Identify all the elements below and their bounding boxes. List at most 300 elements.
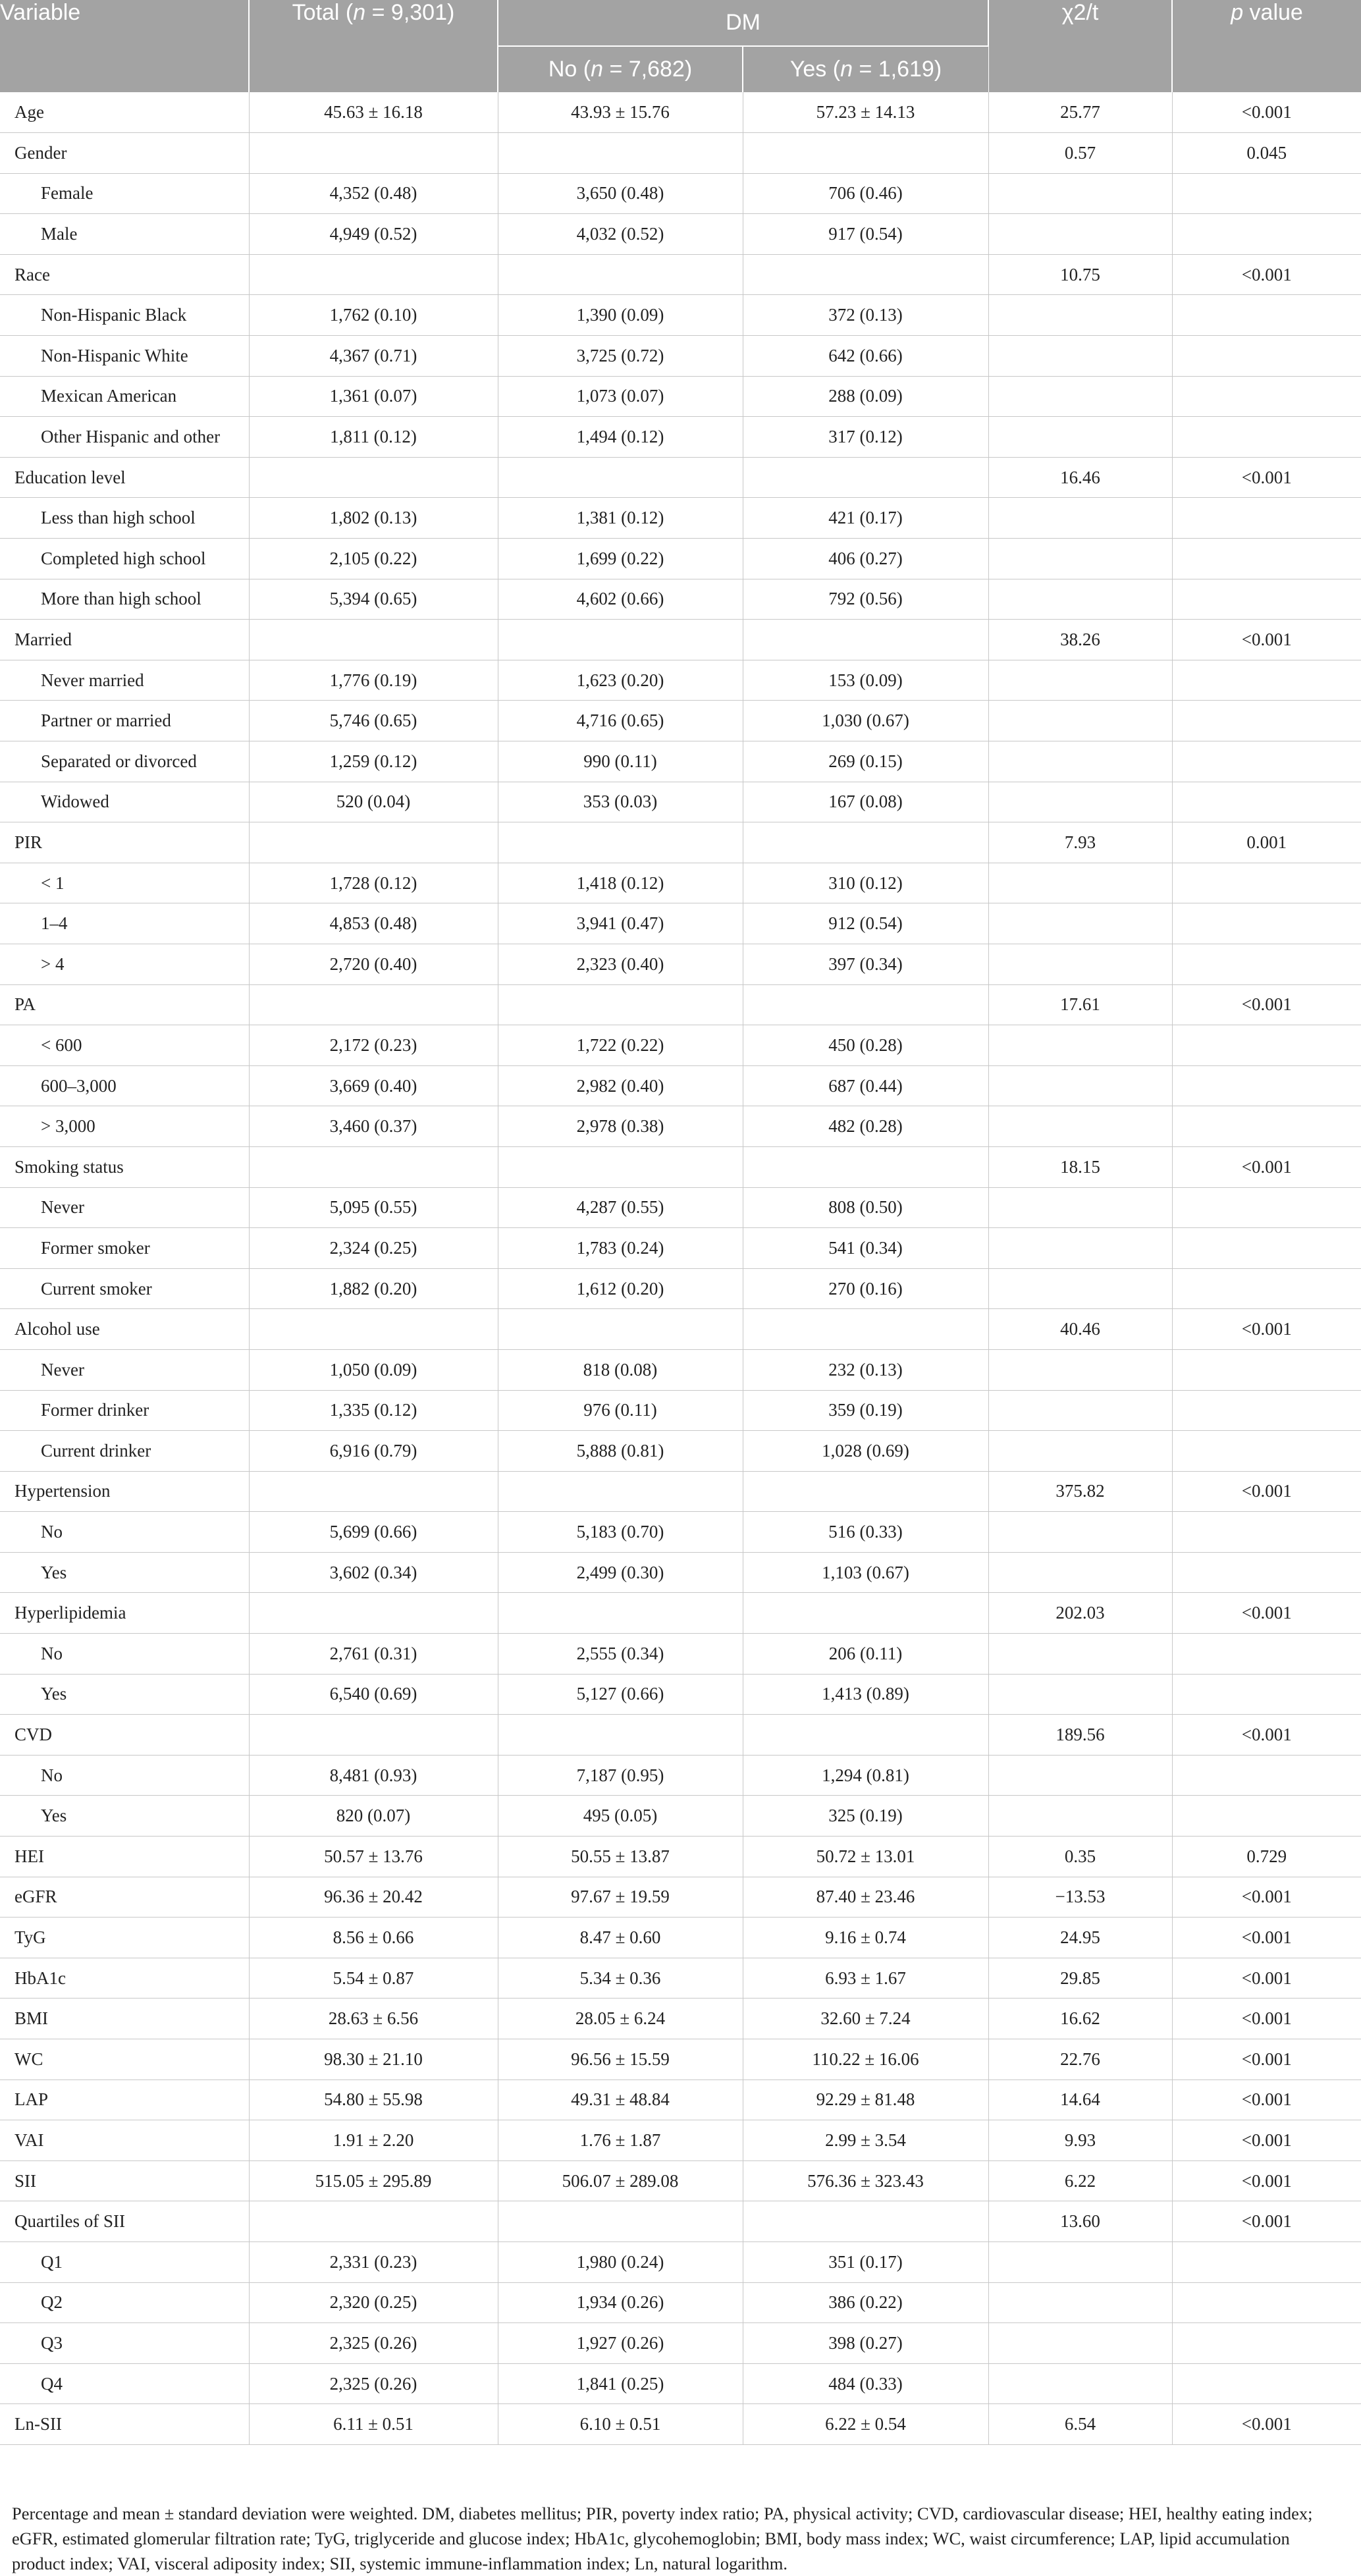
cell-p-value <box>1172 539 1361 579</box>
cell-statistic <box>988 1552 1172 1593</box>
cell-statistic <box>988 2241 1172 2282</box>
cell-dm-no: 990 (0.11) <box>498 741 743 782</box>
table-row <box>0 944 1361 984</box>
cell-statistic: 24.95 <box>988 1918 1172 1958</box>
cell-statistic <box>988 1106 1172 1147</box>
cell-statistic <box>988 1268 1172 1309</box>
table-header <box>0 0 1361 92</box>
header-dm-yes: Yes (n = 1,619) <box>743 46 988 92</box>
cell-total: 515.05 ± 295.89 <box>249 2160 498 2201</box>
table-row <box>0 498 1361 539</box>
cell-variable: LAP <box>0 2080 249 2120</box>
cell-total: 4,853 (0.48) <box>249 903 498 944</box>
cell-p-value <box>1172 1390 1361 1431</box>
header-total: Total (n = 9,301) <box>249 0 498 92</box>
table-row <box>0 2404 1361 2445</box>
cell-statistic: 18.15 <box>988 1146 1172 1187</box>
cell-dm-no: 1,073 (0.07) <box>498 376 743 417</box>
cell-statistic: 14.64 <box>988 2080 1172 2120</box>
cell-dm-yes: 917 (0.54) <box>743 214 988 255</box>
cell-dm-yes: 912 (0.54) <box>743 903 988 944</box>
cell-variable: CVD <box>0 1715 249 1756</box>
cell-p-value: <0.001 <box>1172 1958 1361 1999</box>
cell-dm-yes: 642 (0.66) <box>743 336 988 377</box>
cell-dm-no: 1,612 (0.20) <box>498 1268 743 1309</box>
cell-p-value <box>1172 944 1361 984</box>
cell-dm-no: 96.56 ± 15.59 <box>498 2039 743 2080</box>
cell-dm-yes: 484 (0.33) <box>743 2363 988 2404</box>
cell-dm-no: 28.05 ± 6.24 <box>498 1999 743 2039</box>
table-row <box>0 173 1361 214</box>
cell-statistic <box>988 417 1172 458</box>
table-row <box>0 1918 1361 1958</box>
cell-dm-no: 4,032 (0.52) <box>498 214 743 255</box>
cell-total <box>249 254 498 295</box>
cell-dm-yes <box>743 254 988 295</box>
cell-statistic: 22.76 <box>988 2039 1172 2080</box>
cell-dm-no: 1,722 (0.22) <box>498 1025 743 1066</box>
cell-dm-yes: 706 (0.46) <box>743 173 988 214</box>
table-row <box>0 660 1361 701</box>
cell-p-value: <0.001 <box>1172 2039 1361 2080</box>
table-row <box>0 2282 1361 2323</box>
table-row <box>0 1390 1361 1431</box>
header-dm: DM <box>498 0 988 46</box>
table-row <box>0 984 1361 1025</box>
header-statistic: χ2/t <box>988 0 1172 92</box>
cell-p-value: <0.001 <box>1172 2201 1361 2242</box>
cell-p-value <box>1172 1674 1361 1715</box>
cell-dm-yes: 110.22 ± 16.06 <box>743 2039 988 2080</box>
cell-dm-yes: 516 (0.33) <box>743 1512 988 1553</box>
cell-total: 50.57 ± 13.76 <box>249 1837 498 1877</box>
cell-dm-no: 2,982 (0.40) <box>498 1065 743 1106</box>
cell-total: 4,949 (0.52) <box>249 214 498 255</box>
cell-total: 2,105 (0.22) <box>249 539 498 579</box>
cell-dm-no <box>498 1309 743 1350</box>
cell-dm-no: 50.55 ± 13.87 <box>498 1837 743 1877</box>
cell-variable: Race <box>0 254 249 295</box>
table-row <box>0 457 1361 498</box>
cell-p-value: <0.001 <box>1172 1918 1361 1958</box>
cell-variable: Female <box>0 173 249 214</box>
cell-total: 2,331 (0.23) <box>249 2241 498 2282</box>
cell-variable: < 600 <box>0 1025 249 1066</box>
cell-dm-no: 818 (0.08) <box>498 1349 743 1390</box>
cell-variable: Non-Hispanic White <box>0 336 249 377</box>
cell-dm-yes: 1,103 (0.67) <box>743 1552 988 1593</box>
cell-dm-no: 1,841 (0.25) <box>498 2363 743 2404</box>
cell-variable: Married <box>0 620 249 660</box>
cell-total: 5,095 (0.55) <box>249 1187 498 1228</box>
table-row <box>0 214 1361 255</box>
cell-variable: Current drinker <box>0 1431 249 1472</box>
cell-statistic <box>988 701 1172 741</box>
table-row <box>0 336 1361 377</box>
cell-dm-no: 3,941 (0.47) <box>498 903 743 944</box>
table-row <box>0 1552 1361 1593</box>
cell-statistic: 7.93 <box>988 822 1172 863</box>
cell-statistic: −13.53 <box>988 1877 1172 1918</box>
cell-p-value <box>1172 1268 1361 1309</box>
cell-variable: Never married <box>0 660 249 701</box>
table-row <box>0 2323 1361 2364</box>
cell-variable: TyG <box>0 1918 249 1958</box>
cell-dm-no: 7,187 (0.95) <box>498 1755 743 1796</box>
cell-dm-yes <box>743 133 988 174</box>
cell-p-value: <0.001 <box>1172 2404 1361 2445</box>
cell-total: 1,776 (0.19) <box>249 660 498 701</box>
table-row <box>0 295 1361 336</box>
cell-dm-no: 2,323 (0.40) <box>498 944 743 984</box>
cell-statistic: 29.85 <box>988 1958 1172 1999</box>
cell-statistic <box>988 295 1172 336</box>
cell-variable: Ln-SII <box>0 2404 249 2445</box>
cell-statistic <box>988 1390 1172 1431</box>
cell-statistic: 25.77 <box>988 92 1172 133</box>
cell-dm-no: 43.93 ± 15.76 <box>498 92 743 133</box>
cell-p-value <box>1172 417 1361 458</box>
cell-dm-no <box>498 2201 743 2242</box>
cell-dm-yes: 153 (0.09) <box>743 660 988 701</box>
cell-total: 6,916 (0.79) <box>249 1431 498 1472</box>
cell-dm-yes: 6.22 ± 0.54 <box>743 2404 988 2445</box>
cell-dm-yes: 317 (0.12) <box>743 417 988 458</box>
cell-variable: Education level <box>0 457 249 498</box>
table-row <box>0 1755 1361 1796</box>
cell-total: 45.63 ± 16.18 <box>249 92 498 133</box>
cell-statistic: 9.93 <box>988 2120 1172 2161</box>
table-row <box>0 701 1361 741</box>
cell-statistic: 202.03 <box>988 1593 1172 1634</box>
cell-variable: HbA1c <box>0 1958 249 1999</box>
cell-variable: SII <box>0 2160 249 2201</box>
cell-total: 5.54 ± 0.87 <box>249 1958 498 1999</box>
cell-dm-no <box>498 822 743 863</box>
table-row <box>0 1674 1361 1715</box>
cell-statistic <box>988 579 1172 620</box>
cell-statistic: 375.82 <box>988 1471 1172 1512</box>
cell-statistic: 6.54 <box>988 2404 1172 2445</box>
cell-total: 1,335 (0.12) <box>249 1390 498 1431</box>
cell-dm-yes <box>743 984 988 1025</box>
table-row <box>0 2363 1361 2404</box>
cell-total: 5,394 (0.65) <box>249 579 498 620</box>
cell-p-value: <0.001 <box>1172 1593 1361 1634</box>
cell-statistic <box>988 863 1172 903</box>
cell-dm-no: 5.34 ± 0.36 <box>498 1958 743 1999</box>
table-row <box>0 903 1361 944</box>
cell-variable: Alcohol use <box>0 1309 249 1350</box>
cell-variable: Yes <box>0 1674 249 1715</box>
cell-dm-no: 4,602 (0.66) <box>498 579 743 620</box>
cell-dm-yes: 1,028 (0.69) <box>743 1431 988 1472</box>
cell-variable: More than high school <box>0 579 249 620</box>
cell-p-value <box>1172 1025 1361 1066</box>
cell-total: 2,320 (0.25) <box>249 2282 498 2323</box>
table-row <box>0 1715 1361 1756</box>
cell-dm-no <box>498 1146 743 1187</box>
table-row <box>0 1431 1361 1472</box>
cell-variable: Hypertension <box>0 1471 249 1512</box>
cell-statistic <box>988 1755 1172 1796</box>
cell-variable: Male <box>0 214 249 255</box>
cell-statistic <box>988 1512 1172 1553</box>
cell-total <box>249 457 498 498</box>
table-row <box>0 1958 1361 1999</box>
cell-p-value <box>1172 2282 1361 2323</box>
cell-variable: Q2 <box>0 2282 249 2323</box>
cell-total: 6.11 ± 0.51 <box>249 2404 498 2445</box>
table-row <box>0 2241 1361 2282</box>
cell-dm-yes <box>743 1309 988 1350</box>
cell-statistic <box>988 1349 1172 1390</box>
cell-variable: 1–4 <box>0 903 249 944</box>
cell-variable: Non-Hispanic Black <box>0 295 249 336</box>
table-row <box>0 2160 1361 2201</box>
header-dm-no: No (n = 7,682) <box>498 46 743 92</box>
table-footnote: Percentage and mean ± standard deviation were weighted. DM, diabetes mellitus; PIR, poverty index ratio; PA, physical activity; CVD, cardiovascular disease; HEI, healthy eating index; eGFR, estimated glomerular filtration rate; TyG, triglyceride and glucose index; HbA1c, glycohemoglobin; BMI, body mass index; WC, waist circumference; LAP, lipid accumulation product index; VAI, visceral adiposity index; SII, systemic immune-inflammation index; Ln, natural logarithm. <box>12 2504 1313 2573</box>
cell-p-value <box>1172 1552 1361 1593</box>
cell-dm-no <box>498 457 743 498</box>
cell-total <box>249 620 498 660</box>
cell-statistic <box>988 944 1172 984</box>
cell-dm-no: 5,183 (0.70) <box>498 1512 743 1553</box>
cell-statistic: 6.22 <box>988 2160 1172 2201</box>
table-row <box>0 1512 1361 1553</box>
table-row <box>0 1634 1361 1675</box>
cell-dm-yes: 792 (0.56) <box>743 579 988 620</box>
cell-p-value: <0.001 <box>1172 1715 1361 1756</box>
cell-dm-no <box>498 133 743 174</box>
cell-dm-no: 353 (0.03) <box>498 782 743 822</box>
cell-total: 520 (0.04) <box>249 782 498 822</box>
cell-dm-no: 8.47 ± 0.60 <box>498 1918 743 1958</box>
cell-p-value <box>1172 741 1361 782</box>
cell-p-value <box>1172 863 1361 903</box>
cell-variable: Yes <box>0 1796 249 1837</box>
cell-dm-yes: 359 (0.19) <box>743 1390 988 1431</box>
cell-dm-yes: 450 (0.28) <box>743 1025 988 1066</box>
cell-p-value <box>1172 579 1361 620</box>
cell-total <box>249 1593 498 1634</box>
cell-p-value: <0.001 <box>1172 2080 1361 2120</box>
cell-variable: PA <box>0 984 249 1025</box>
cell-total: 8.56 ± 0.66 <box>249 1918 498 1958</box>
cell-p-value <box>1172 295 1361 336</box>
cell-statistic <box>988 2323 1172 2364</box>
cell-total: 2,720 (0.40) <box>249 944 498 984</box>
cell-p-value: <0.001 <box>1172 457 1361 498</box>
cell-dm-yes: 1,294 (0.81) <box>743 1755 988 1796</box>
cell-total: 1,811 (0.12) <box>249 417 498 458</box>
cell-dm-yes: 270 (0.16) <box>743 1268 988 1309</box>
cell-variable: No <box>0 1512 249 1553</box>
cell-dm-yes <box>743 1593 988 1634</box>
cell-total: 1,050 (0.09) <box>249 1349 498 1390</box>
table-row <box>0 376 1361 417</box>
table-row <box>0 1349 1361 1390</box>
cell-dm-yes <box>743 620 988 660</box>
table-row <box>0 1471 1361 1512</box>
cell-dm-no <box>498 620 743 660</box>
cell-p-value <box>1172 1512 1361 1553</box>
cell-p-value: 0.001 <box>1172 822 1361 863</box>
cell-dm-yes <box>743 1715 988 1756</box>
cell-total: 1,259 (0.12) <box>249 741 498 782</box>
cell-dm-yes: 808 (0.50) <box>743 1187 988 1228</box>
cell-total: 8,481 (0.93) <box>249 1755 498 1796</box>
cell-dm-no: 2,499 (0.30) <box>498 1552 743 1593</box>
cell-dm-yes: 541 (0.34) <box>743 1228 988 1269</box>
cell-dm-yes: 325 (0.19) <box>743 1796 988 1837</box>
cell-dm-yes: 576.36 ± 323.43 <box>743 2160 988 2201</box>
cell-total: 1,762 (0.10) <box>249 295 498 336</box>
cell-p-value: <0.001 <box>1172 1309 1361 1350</box>
cell-dm-no: 495 (0.05) <box>498 1796 743 1837</box>
cell-p-value <box>1172 903 1361 944</box>
cell-dm-no: 97.67 ± 19.59 <box>498 1877 743 1918</box>
cell-statistic <box>988 214 1172 255</box>
cell-dm-yes: 1,413 (0.89) <box>743 1674 988 1715</box>
cell-total: 54.80 ± 55.98 <box>249 2080 498 2120</box>
cell-dm-no: 4,716 (0.65) <box>498 701 743 741</box>
cell-total: 2,324 (0.25) <box>249 1228 498 1269</box>
cell-variable: > 3,000 <box>0 1106 249 1147</box>
cell-p-value <box>1172 173 1361 214</box>
cell-variable: eGFR <box>0 1877 249 1918</box>
cell-dm-yes: 167 (0.08) <box>743 782 988 822</box>
header-p-value: p value <box>1172 0 1361 92</box>
cell-total: 3,460 (0.37) <box>249 1106 498 1147</box>
cell-total <box>249 984 498 1025</box>
cell-total <box>249 1471 498 1512</box>
table-row <box>0 579 1361 620</box>
cell-dm-yes: 57.23 ± 14.13 <box>743 92 988 133</box>
table-row <box>0 133 1361 174</box>
table-row <box>0 539 1361 579</box>
cell-total: 5,699 (0.66) <box>249 1512 498 1553</box>
cell-statistic <box>988 1796 1172 1837</box>
cell-dm-no: 1,980 (0.24) <box>498 2241 743 2282</box>
cell-p-value <box>1172 1755 1361 1796</box>
cell-p-value: <0.001 <box>1172 92 1361 133</box>
cell-p-value <box>1172 701 1361 741</box>
cell-dm-yes: 2.99 ± 3.54 <box>743 2120 988 2161</box>
cell-dm-no: 1,699 (0.22) <box>498 539 743 579</box>
table-row <box>0 1268 1361 1309</box>
cell-dm-no: 976 (0.11) <box>498 1390 743 1431</box>
cell-variable: Q4 <box>0 2363 249 2404</box>
cell-dm-no <box>498 254 743 295</box>
cell-variable: Q1 <box>0 2241 249 2282</box>
cell-total: 6,540 (0.69) <box>249 1674 498 1715</box>
cell-dm-no <box>498 984 743 1025</box>
cell-total: 28.63 ± 6.56 <box>249 1999 498 2039</box>
cell-dm-yes: 269 (0.15) <box>743 741 988 782</box>
cell-statistic <box>988 782 1172 822</box>
cell-p-value <box>1172 2363 1361 2404</box>
cell-p-value <box>1172 1349 1361 1390</box>
cell-dm-no: 2,978 (0.38) <box>498 1106 743 1147</box>
cell-statistic: 16.62 <box>988 1999 1172 2039</box>
table-row <box>0 2039 1361 2080</box>
cell-statistic <box>988 498 1172 539</box>
cell-p-value <box>1172 1431 1361 1472</box>
table-row <box>0 1999 1361 2039</box>
cell-statistic <box>988 173 1172 214</box>
cell-total: 4,367 (0.71) <box>249 336 498 377</box>
cell-variable: BMI <box>0 1999 249 2039</box>
cell-variable: Former smoker <box>0 1228 249 1269</box>
cell-statistic <box>988 660 1172 701</box>
table-row <box>0 1228 1361 1269</box>
table-row <box>0 1837 1361 1877</box>
cell-dm-yes: 482 (0.28) <box>743 1106 988 1147</box>
cell-p-value <box>1172 660 1361 701</box>
table-row <box>0 620 1361 660</box>
cell-dm-yes: 421 (0.17) <box>743 498 988 539</box>
cell-p-value <box>1172 782 1361 822</box>
cell-total: 96.36 ± 20.42 <box>249 1877 498 1918</box>
cell-dm-yes <box>743 457 988 498</box>
cell-variable: Mexican American <box>0 376 249 417</box>
table-row <box>0 92 1361 133</box>
cell-statistic: 17.61 <box>988 984 1172 1025</box>
table-row <box>0 741 1361 782</box>
cell-total: 1,882 (0.20) <box>249 1268 498 1309</box>
cell-dm-yes: 386 (0.22) <box>743 2282 988 2323</box>
cell-dm-no: 1,623 (0.20) <box>498 660 743 701</box>
cell-total: 2,172 (0.23) <box>249 1025 498 1066</box>
cell-statistic <box>988 539 1172 579</box>
cell-total: 2,761 (0.31) <box>249 1634 498 1675</box>
cell-statistic <box>988 1674 1172 1715</box>
cell-p-value: <0.001 <box>1172 1146 1361 1187</box>
cell-total: 1.91 ± 2.20 <box>249 2120 498 2161</box>
table-row <box>0 1106 1361 1147</box>
cell-total: 4,352 (0.48) <box>249 173 498 214</box>
table-row <box>0 822 1361 863</box>
cell-variable: Partner or married <box>0 701 249 741</box>
cell-total: 98.30 ± 21.10 <box>249 2039 498 2080</box>
cell-dm-no: 1,494 (0.12) <box>498 417 743 458</box>
cell-statistic <box>988 2282 1172 2323</box>
cell-dm-no: 1,927 (0.26) <box>498 2323 743 2364</box>
cell-p-value: <0.001 <box>1172 1471 1361 1512</box>
cell-dm-yes: 232 (0.13) <box>743 1349 988 1390</box>
cell-p-value: 0.045 <box>1172 133 1361 174</box>
table-row <box>0 2120 1361 2161</box>
table-row <box>0 1025 1361 1066</box>
cell-dm-yes: 398 (0.27) <box>743 2323 988 2364</box>
cell-variable: Former drinker <box>0 1390 249 1431</box>
cell-p-value <box>1172 1796 1361 1837</box>
cell-p-value: <0.001 <box>1172 2160 1361 2201</box>
cell-statistic <box>988 1065 1172 1106</box>
cell-dm-no: 2,555 (0.34) <box>498 1634 743 1675</box>
cell-variable: Completed high school <box>0 539 249 579</box>
cell-variable: Never <box>0 1187 249 1228</box>
cell-dm-yes: 687 (0.44) <box>743 1065 988 1106</box>
cell-statistic <box>988 336 1172 377</box>
table-row <box>0 863 1361 903</box>
cell-total: 2,325 (0.26) <box>249 2323 498 2364</box>
header-variable: Variable <box>0 0 249 92</box>
cell-dm-yes: 288 (0.09) <box>743 376 988 417</box>
cell-statistic: 189.56 <box>988 1715 1172 1756</box>
table-row <box>0 2080 1361 2120</box>
